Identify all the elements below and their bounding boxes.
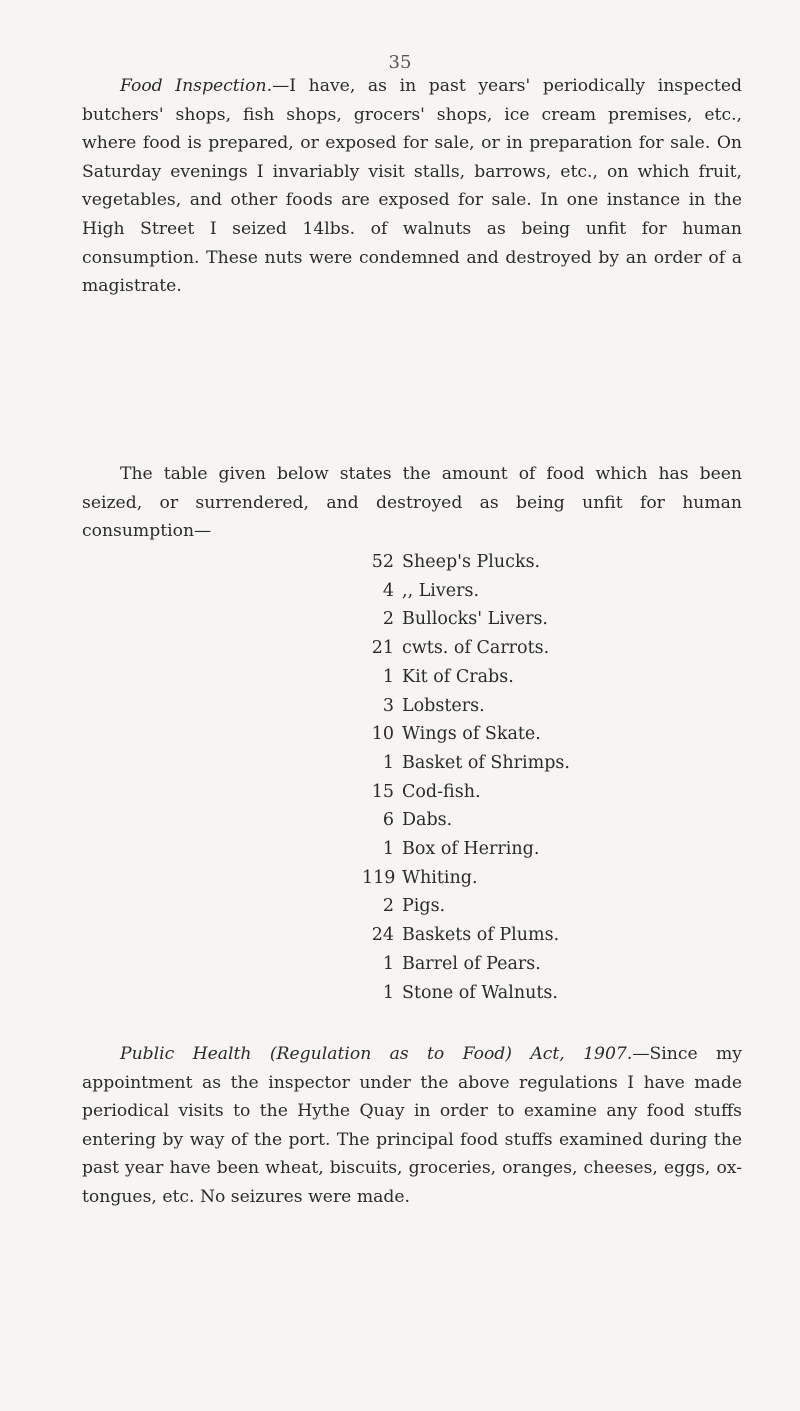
item-description: Dabs. <box>402 810 453 831</box>
item-description: cwts. of Carrots. <box>402 638 550 659</box>
item-description: Whiting. <box>402 867 478 888</box>
list-item <box>362 663 570 692</box>
list-item <box>362 950 570 979</box>
list-item <box>362 806 570 835</box>
item-description: Barrel of Pears. <box>402 953 541 974</box>
list-item <box>362 864 570 893</box>
public-health-paragraph <box>82 1040 742 1212</box>
item-quantity: 21 <box>371 638 394 659</box>
list-item <box>362 720 570 749</box>
item-quantity: 4 <box>382 580 394 601</box>
item-description: Sheep's Plucks. <box>402 552 541 572</box>
list-item <box>362 548 570 577</box>
seized-food-list <box>362 548 570 1007</box>
item-quantity: 1 <box>382 666 394 687</box>
item-description: Bullocks' Livers. <box>402 609 548 630</box>
item-quantity: 52 <box>371 552 394 572</box>
table-intro-paragraph: The table given below states the amount of food which has been seized, or surrendered, and destroyed as being unfit for human consumption— <box>82 464 742 542</box>
list-item <box>362 692 570 721</box>
item-description: Baskets of Plums. <box>402 925 560 946</box>
list-item <box>362 979 570 1008</box>
item-quantity: 24 <box>371 925 394 946</box>
public-health-heading: Public Health (Regulation as to Food) Act, 1907. <box>120 1044 633 1064</box>
public-health-body: —Since my appointment as the inspector under the above regulations I have made periodical visits to the Hythe Quay in order to examine any food stuffs entering by way of the port. The principal food stuffs examined during the past year have been wheat, biscuits, groceries, oranges, cheeses, eggs, ox-tongues, etc. No seizures were made. <box>82 1044 742 1207</box>
item-description: Cod-fish. <box>402 781 481 802</box>
list-item <box>362 605 570 634</box>
item-quantity: 119 <box>362 867 396 888</box>
item-quantity: 6 <box>382 810 394 831</box>
item-quantity: 1 <box>382 752 394 773</box>
item-quantity: 3 <box>382 695 394 716</box>
food-inspection-heading: Food Inspection. <box>120 76 273 96</box>
item-description: Basket of Shrimps. <box>402 752 570 773</box>
list-item <box>362 577 570 606</box>
list-item <box>362 892 570 921</box>
item-quantity: 1 <box>382 839 394 860</box>
item-description: Pigs. <box>402 896 446 917</box>
item-description: Stone of Walnuts. <box>402 982 558 1003</box>
item-quantity: 10 <box>371 724 394 745</box>
food-inspection-paragraph <box>82 72 742 301</box>
list-item <box>362 778 570 807</box>
item-quantity: 15 <box>371 781 394 802</box>
item-description: ,, Livers. <box>402 580 480 601</box>
item-quantity: 2 <box>382 609 394 630</box>
item-quantity: 1 <box>382 982 394 1003</box>
item-description: Box of Herring. <box>402 839 540 860</box>
item-description: Lobsters. <box>402 695 485 716</box>
food-inspection-body: —I have, as in past years' periodically inspected butchers' shops, fish shops, grocers' shops, ice cream premises, etc., where food is prepared, or exposed for sale, or in preparation for sale. On Saturday evenings I invariably visit stalls, barrows, etc., on which fruit, vegetables, and other foods are exposed for sale. In one instance in the High Street I seized 14lbs. of walnuts as being unfit for human consumption. These nuts were condemned and destroyed by an order of a magistrate. <box>82 76 742 297</box>
list-item <box>362 921 570 950</box>
item-quantity: 1 <box>382 953 394 974</box>
page-number: 35 <box>388 52 412 73</box>
list-item <box>362 634 570 663</box>
list-item <box>362 749 570 778</box>
item-quantity: 2 <box>382 896 394 917</box>
list-item <box>362 835 570 864</box>
item-description: Kit of Crabs. <box>402 666 514 687</box>
item-description: Wings of Skate. <box>402 724 541 745</box>
